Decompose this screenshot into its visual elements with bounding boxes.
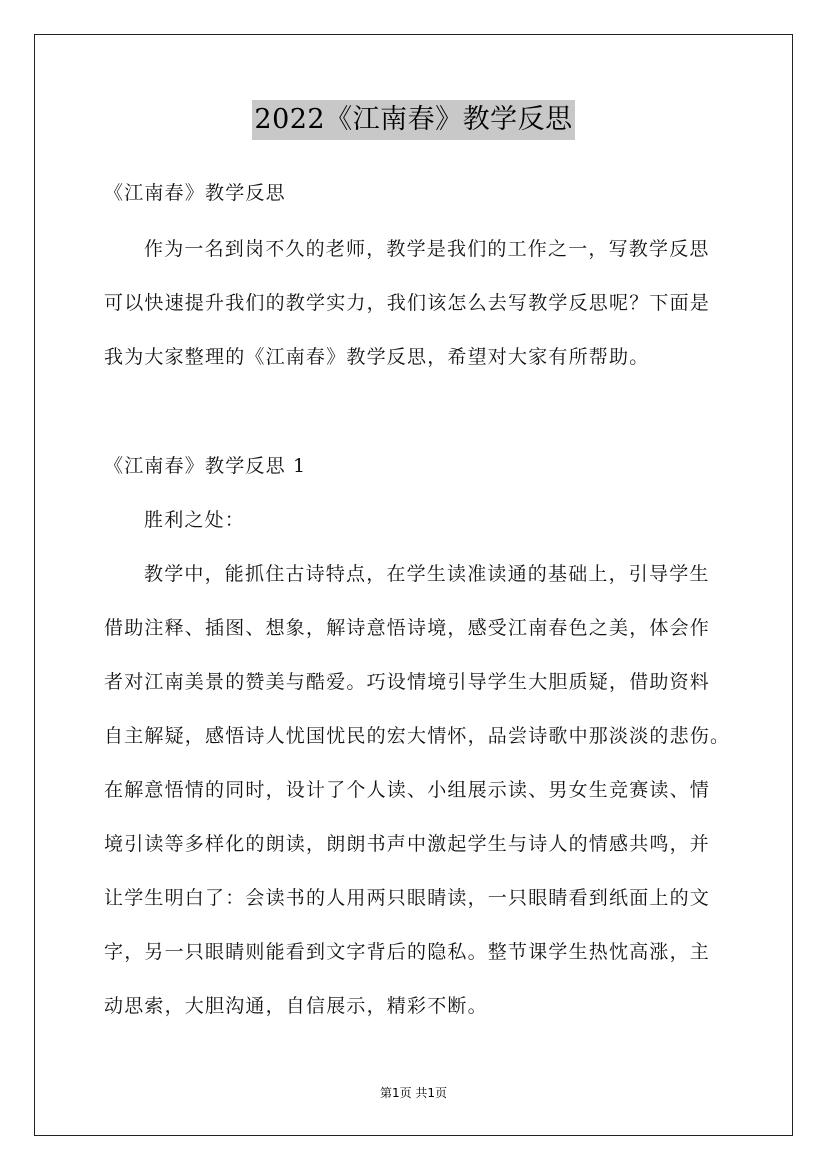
document-title: 2022《江南春》教学反思 <box>252 100 574 140</box>
body-line: 字，另一只眼睛则能看到文字背后的隐私。整节课学生热忱高涨，主 <box>104 941 711 963</box>
intro-line: 作为一名到岗不久的老师，教学是我们的工作之一，写教学反思 <box>144 238 710 260</box>
body-line: 者对江南美景的赞美与酷爱。巧设情境引导学生大胆质疑，借助资料 <box>104 671 711 693</box>
body-line: 让学生明白了：会读书的人用两只眼睛读，一只眼睛看到纸面上的文 <box>104 887 711 909</box>
body-line: 教学中，能抓住古诗特点，在学生读准读通的基础上，引导学生 <box>144 563 710 585</box>
document-subtitle: 《江南春》教学反思 <box>104 182 286 204</box>
body-line: 借助注释、插图、想象，解诗意悟诗境，感受江南春色之美，体会作 <box>104 617 711 639</box>
intro-line: 可以快速提升我们的教学实力，我们该怎么去写教学反思呢？下面是 <box>104 292 711 314</box>
page-footer: 第1页 共1页 <box>379 1086 448 1100</box>
body-line: 境引读等多样化的朗读，朗朗书声中激起学生与诗人的情感共鸣，并 <box>104 833 711 855</box>
body-line: 自主解疑，感悟诗人忧国忧民的宏大情怀，品尝诗歌中那淡淡的悲伤。 <box>104 725 731 747</box>
section-title: 《江南春》教学反思 1 <box>104 455 307 477</box>
body-line: 在解意悟情的同时，设计了个人读、小组展示读、男女生竞赛读、情 <box>104 779 711 801</box>
title-container <box>0 100 827 140</box>
intro-line: 我为大家整理的《江南春》教学反思，希望对大家有所帮助。 <box>104 346 650 368</box>
body-line: 动思索，大胆沟通，自信展示，精彩不断。 <box>104 995 488 1017</box>
section-label: 胜利之处： <box>144 509 246 531</box>
